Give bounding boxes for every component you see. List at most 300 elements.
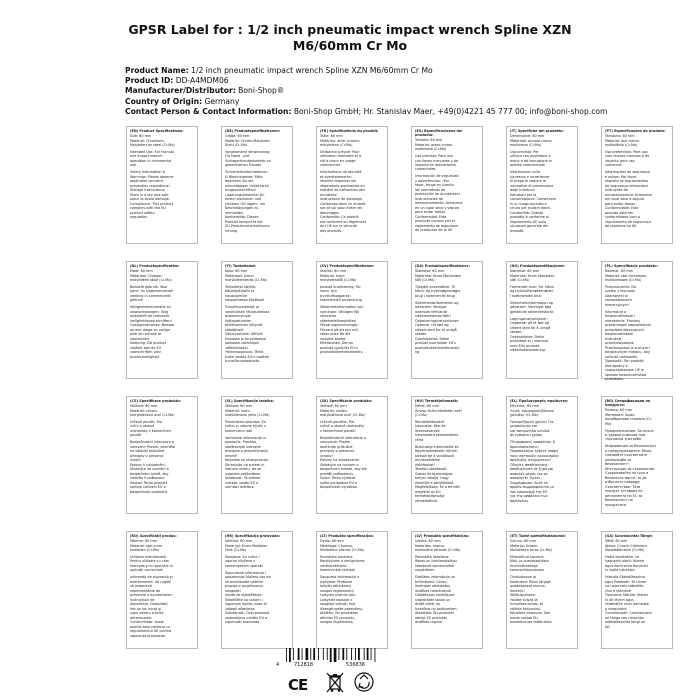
spec-cell-line: Opbevar i et tørt og [415, 323, 449, 328]
spec-cell-line: & Warnhinweise: Bitte [225, 174, 263, 179]
spec-cell-line: Dydis: 60 mm [320, 539, 344, 544]
spec-cell-line: bezpieczeństwa! [605, 332, 634, 337]
spec-cell-line: Atitiktis: Šis produktas [320, 611, 358, 616]
spec-cell-line: produktsäkerhetsdirektiv. [320, 350, 364, 355]
spec-cell-line: Veuillez respecter les [320, 179, 357, 184]
spec-cell-line: stål (Cr-Mo) [415, 278, 435, 283]
spec-cell-line: Ohutusteave ja [510, 575, 536, 580]
spec-cell-line: Οδηγίες αποθήκευσης: [510, 462, 549, 467]
barcode-digit-lead: 4 [276, 662, 280, 668]
spec-cell-line: sikkerhetsforordning. [510, 348, 546, 353]
spec-cell-line: gewerblichen Einsatz [225, 163, 262, 168]
spec-cell-line: Предназначение: За ръчни [605, 428, 654, 433]
spec-cell [411, 396, 483, 514]
spec-cell-line: Lagringsinstruksjoner: [510, 316, 548, 321]
spec-cell-line: Namjena: Za ručne i [225, 554, 260, 559]
spec-cell-line: Nõuetele vastavus: See [510, 611, 551, 616]
spec-cell-line: depozitare: Depozitați [130, 602, 168, 607]
spec-cell-line: sikkert sted for at undgå [415, 327, 457, 332]
spec-cell-line: splňuje nařízení EU o [130, 485, 166, 490]
spec-cell-line: izvairītos no bojājumiem. [415, 606, 458, 611]
spec-cell-line: Rokas un triecienatslēgu [415, 559, 457, 564]
spec-cell-line: Si prega di seguire le [510, 179, 546, 184]
info-label: Manufacturer/Distributor: [125, 86, 236, 96]
barcode-bar [355, 648, 356, 660]
spec-cell-line: op een droge en veilige [130, 327, 171, 332]
spec-cell-line: Numatyta paskirtis: [320, 554, 354, 559]
spec-cell-line: accidents! [320, 192, 338, 197]
spec-cell-line: manuale și cu percuție în [130, 563, 173, 568]
spec-cell-line: productveiligheid [130, 354, 160, 359]
spec-cell-line: deteriorarea. [130, 615, 153, 620]
spec-cell-line: hoiatused: Palun järgige [510, 579, 551, 584]
info-label: Country of Origin: [125, 96, 203, 106]
spec-cell-line: Rankiniams ir smūginiams [320, 559, 365, 564]
spec-cell-line: nezgoda! [225, 588, 241, 593]
spec-cell-line: mano e ad impulsione in [510, 158, 552, 163]
label-title [0, 22, 700, 54]
spec-cell-line: Veiligheidsinformatie en [130, 305, 171, 310]
spec-cell-line: Material: krom [320, 273, 345, 278]
spec-cell-line: Säilytysohjeet: Säilytä [225, 332, 263, 337]
spec-cell-line: ručné a rázové utahováky [320, 424, 365, 429]
spec-cell-line: Conformitate: Acest [130, 620, 164, 625]
spec-cell-line: и ударни ключове при [605, 433, 646, 437]
spec-cell-line: kommersiell användning [320, 298, 362, 303]
spec-cell-line: Materijal: Krom-Molibden [225, 543, 268, 548]
spec-cell-line: használat: Kézi és [415, 424, 446, 429]
spec-cell-line: produktsikkerhedsforordni [415, 345, 460, 350]
spec-cell-line: ehkäisemisen liittyvät [225, 323, 263, 328]
spec-cell-line: utahováky v komerčním [130, 428, 171, 433]
spec-cell-line: Konformität: Dieses [225, 215, 259, 220]
spec-cell-line: armazenamento: Armazene [605, 192, 653, 197]
spec-cell-heading: (SL) Specifikacije izdelka: [225, 399, 275, 403]
spec-cell-line: Uso previsto: Per [510, 149, 539, 154]
spec-grid [126, 126, 698, 666]
info-row [125, 86, 685, 96]
spec-cell-line: aplicații comerciale [130, 568, 163, 573]
barcode-bar [318, 648, 319, 660]
spec-cell-line: продуктите. [605, 502, 628, 507]
spec-cell-line: Rozmiar: 60 mm [605, 269, 633, 274]
spec-cell-line: med EUs produkt- [510, 343, 541, 348]
spec-cell-line: undvika skador. [320, 336, 347, 341]
spec-cell-line: čelik (Cr-Mo) [225, 548, 247, 553]
spec-cell-line: vajadzībām [415, 568, 435, 573]
spec-cell-line: Opslaginstructies: Bewaar [130, 323, 175, 328]
spec-cell-line: rozporządzeniem UE w [605, 368, 644, 373]
spec-cell [126, 531, 198, 649]
spec-cell-line: kuivassa ja turvallisessa [225, 336, 267, 341]
spec-cell-line: Paredzētā lietošana: [415, 554, 450, 559]
spec-cell-line: Oppbevar på et tørt og [510, 321, 550, 326]
spec-cell-line: comerciales [415, 167, 436, 172]
barcode-bar [306, 648, 309, 660]
spec-cell-line: udarne ključeve u [225, 559, 256, 564]
spec-cell-line: skader. [415, 332, 428, 337]
spec-cell-heading: (HU) Termékjellemzők: [415, 399, 459, 403]
spec-cell-line: Sukladnost: Ovaj proizvod [225, 611, 270, 616]
spec-cell-line: Sigurnosne informacije i [225, 570, 266, 575]
spec-cell-line: upozorenja: Molimo vas da [225, 575, 271, 580]
spec-cell-line: prodotti. [510, 228, 525, 233]
spec-cell-line: Materiál: chrom- [130, 408, 158, 413]
spec-cell-line: varnem mestu, da se [225, 467, 261, 472]
spec-cell-line: przechowywania: [605, 341, 635, 346]
spec-cell-line: sec et sûr pour éviter les [320, 206, 363, 211]
spec-cell-line: Dimensione: 60 mm [510, 134, 545, 139]
spec-cell-line: advarsler: Venligst [415, 305, 447, 310]
spec-cell-line: termékbiztonsági [415, 494, 445, 499]
info-row [125, 97, 685, 107]
spec-cell-line: bezpieczeństwie i [605, 314, 635, 319]
spec-cell-line: sicheren Ort lagern, um [225, 201, 266, 206]
recycling-icon [352, 670, 376, 694]
spec-cell-line: molibden (Cr-Mo) [130, 548, 160, 553]
spec-cell-line: Atbilstība: Šis produkts [415, 611, 454, 616]
spec-cell-line: molibdeno (Cr-Mo) [510, 143, 542, 148]
spec-cell-line: työtapaturmien [225, 318, 252, 323]
spec-cell-line: αποφύγετε ζημιές. [510, 476, 542, 481]
spec-cell-line: predpisy o prevencii [320, 449, 355, 454]
spec-cell-line: regulamento de segurança [605, 219, 651, 224]
spec-cell-line: Säkerhetsinformation och [320, 305, 364, 310]
spec-cell-line: Matériau: acier chrome [320, 138, 360, 143]
spec-cell-line: Informații de siguranță și [130, 575, 173, 580]
spec-cell-line: in úsáid tráchtála [605, 568, 635, 573]
spec-cell [601, 531, 673, 649]
spec-cell-line: produktów. [605, 377, 624, 382]
spec-cell-line: Intended Use: For manual [130, 149, 174, 154]
spec-cell-line: Tarkoitettu käyttö: [225, 284, 257, 289]
spec-cell-line: Úsáid beartaithe: Le [605, 554, 640, 559]
spec-cell-line: sicurezza e avvertenze: [510, 174, 551, 179]
spec-cell [221, 261, 293, 379]
label-title-line2: M6/60mm Cr Mo [292, 38, 408, 53]
info-row [125, 107, 685, 117]
spec-cell-line: молибденова стомана (Cr- [605, 417, 652, 422]
spec-cell-line: Zgodność: Ten produkt [605, 359, 644, 364]
spec-cell-line: einschlägigen Unfallverhü [225, 183, 270, 188]
barcode-bar [342, 648, 344, 660]
barcode-bar [330, 648, 332, 662]
spec-cell-line: an táirge seo rialachán [605, 615, 644, 620]
spec-cell-line: matière de prévention des [320, 188, 365, 193]
spec-cell-line: brīdinājumi: Lūdzu, [415, 579, 448, 584]
spec-cell-line: produkt uppfyller EU:s [320, 345, 358, 350]
spec-cell-line: overhold relevante [415, 309, 447, 314]
barcode-bar [310, 648, 311, 660]
spec-cell-line: Compliance: This product [130, 201, 174, 206]
spec-cell-line: vältida kahjustusi. [510, 606, 541, 611]
spec-cell-line: Laikymo instrukcijos: [320, 593, 356, 598]
spec-cell-heading: (DE) Produktspezifikationen: [225, 129, 281, 133]
spec-cell-line: drošā vietā, lai [415, 602, 441, 607]
spec-cell-line: et avertissements: [320, 174, 352, 179]
spec-cell-line: Instructions de stockage: [320, 197, 363, 202]
spec-cell-heading: (CS) Specifikace produktu: [130, 399, 182, 403]
spec-cell-line: säädökset! [225, 327, 244, 332]
spec-cell-line: Formentet bruk: For hånd- [510, 284, 555, 289]
spec-cell [126, 126, 198, 244]
spec-cell-line: varovania: Prosím, [320, 440, 352, 445]
spec-cell-heading: (HR) Specifikacija proizvoda: [225, 534, 281, 538]
spec-cell-line: werking in commercieel [130, 293, 171, 298]
spec-cell-line: ασφαλές μέρος για να [510, 471, 548, 476]
spec-cell-heading: (PT) Especificações do produto: [605, 129, 666, 133]
spec-cell-line: atitinka ES produktų [320, 615, 355, 620]
spec-cell-line: use. [130, 163, 138, 168]
spec-cell-line: sicuro per evitare danni. [510, 206, 552, 211]
spec-cell-line: Größe: 60 mm [225, 134, 250, 139]
spec-cell-line: χάλυβας (Cr-Mo) [510, 413, 539, 418]
spec-cell-line: προϊόν συμμορφώνεται με [510, 485, 555, 490]
spec-cell-line: išvengtumėte pažeidimų. [320, 606, 364, 611]
spec-cell-line: Izmērs: 60 mm [415, 539, 441, 544]
spec-cell-line: Mărime: 60 mm [130, 539, 157, 544]
spec-cell [221, 126, 293, 244]
spec-cell-line: operation in commercial [130, 158, 172, 163]
spec-cell-line: Stahl (Cr-Mo) [225, 143, 248, 148]
spec-cell-line: przestrzegać odpowiednich [605, 323, 652, 328]
spec-cell-line: Materiál: chróm- [320, 408, 348, 413]
spec-cell [411, 261, 483, 379]
spec-cell-heading: (EL) Προδιαγραφές προϊόντος: [510, 399, 569, 403]
spec-cell-line: prodotto è conforme al [510, 215, 549, 220]
spec-cell-line: se pridržavate važećih [225, 579, 264, 584]
spec-cell-line: Overholdelse: Dette [415, 336, 449, 341]
spec-cell-line: izbjegli oštećenja. [225, 606, 256, 611]
spec-cell-line: in áit thirim agus [605, 597, 634, 602]
spec-cell-line: Comhlíonadh: Comhlíonann [605, 611, 652, 616]
spec-cell-line: Molaibdéineam (Cr-Mo) [605, 548, 645, 553]
spec-cell-line: įspėjimai: Prašome [320, 579, 353, 584]
spec-cell-heading: (NL) Productspecificaties: [130, 264, 180, 268]
spec-cell-line: saugioje vietoje, kad [320, 602, 356, 607]
spec-cell-line: utilizzo con avvitatore a [510, 154, 551, 159]
spec-cell-line: Material: krom- [225, 408, 251, 413]
spec-cell-line: molybdénová oceľ (Cr-Mo) [320, 413, 365, 418]
spec-cell-line: molybdenová ocel (Cr-Mo) [130, 413, 175, 418]
spec-cell-line: Produkt entspricht der [225, 219, 263, 224]
spec-cell-line: produs este conform cu [130, 624, 171, 629]
spec-cell-line: sigur pentru a evita [130, 611, 164, 616]
spec-cell-line: használatra kereskedelmi [415, 433, 459, 438]
spec-cell-heading: (SK) Špecifikácie produktu: [320, 399, 373, 403]
spec-cell-line: Warnings: Please observe [130, 174, 174, 179]
spec-cell-line: регламента на ЕС за [605, 493, 643, 498]
spec-cell-heading: (LV) Produkta specifikācijas: [415, 534, 470, 538]
spec-cell-line: Yhteensopivuus: Tämä [225, 350, 264, 355]
spec-cell-line: clé à chocs en usage [320, 158, 356, 163]
spec-cell-line: Størrelse: 60 mm [415, 269, 445, 274]
spec-cell-line: Sikkerhedsinformation og [415, 300, 459, 305]
spec-cell-line: voldoet aan de EU [130, 345, 162, 350]
spec-cell-line: molibdēna tērauds (Cr-Mo) [415, 548, 461, 553]
spec-cell-line: Utilizare intenționată: [130, 554, 167, 559]
spec-cell-line: Materiaali: kromi [225, 273, 254, 278]
spec-cell-line: kaupallisessa käytössä [225, 298, 264, 303]
spec-cell-line: a sheachaint. [605, 606, 628, 611]
spec-cell-line: regulamentul UE privind [130, 629, 172, 634]
spec-cell-line: almacenamiento: Almacene [415, 201, 463, 206]
barcode-bar [358, 648, 360, 660]
spec-cell-heading: (ES) Especificaciones del producto: [415, 129, 463, 138]
spec-cell-line: haghaidh oibriú láimhe [605, 559, 645, 564]
spec-cell-line: figyelmeztetések: Kérjük, [415, 449, 459, 454]
spec-cell-line: Materiale: acciaio cromo [510, 138, 552, 143]
spec-cell-line: toode vastab ELi [510, 615, 539, 620]
spec-cell-line: komercialni rabi [225, 428, 253, 433]
spec-cell-line: gebruik [130, 298, 143, 303]
spec-cell-line: спазвайте съответните [605, 453, 648, 458]
spec-cell-heading: (FR) Spécifications du produit: [320, 129, 379, 133]
spec-cell [411, 531, 483, 649]
spec-cell-line: turvalises kohas, et [510, 602, 544, 607]
spec-cell-line: impacto para uso [605, 158, 635, 163]
spec-cell-line: product safety [130, 210, 155, 215]
spec-cell-line: advarsler: Vennligst følg [510, 305, 552, 310]
spec-cell-heading: (RO) Specificații produs: [130, 534, 177, 538]
spec-cell-line: ruční a rázové [130, 424, 155, 429]
spec-cell-line: bezpečnosti produktů. [130, 489, 168, 494]
spec-cell-line: des produits. [320, 228, 343, 233]
spec-cell-line: e avisos: Por favor, [605, 174, 638, 179]
spec-cell-line: comercial. [605, 163, 623, 168]
spec-cell-line: stål (Cr-Mo) [510, 278, 530, 283]
spec-cell-line: rendeletének. [415, 498, 439, 503]
spec-cell-line: opozorila: Prosimo, [225, 440, 258, 445]
spec-cell-line: de produtos da UE. [605, 224, 638, 229]
spec-cell [221, 396, 293, 514]
spec-cell-line: helyen tárolja, hogy [415, 476, 449, 481]
info-row [125, 66, 685, 76]
spec-cell-line: komercyjnych [605, 302, 629, 307]
spec-cell-line: waarschuwingen: Volg [130, 309, 168, 314]
spec-cell-line: Avsedd användning: För [320, 284, 361, 289]
info-value: 1/2 inch pneumatic impact wrench Spline XZN M6/60mm Cr Mo [191, 66, 433, 75]
spec-cell-line: komercinėje veikloje [320, 568, 355, 573]
spec-cell-line: molybdenstål (Cr-Mo) [320, 278, 357, 283]
spec-cell-line: complies with the EU [130, 206, 166, 211]
spec-cell-line: Skladujte na suchom a [320, 462, 359, 467]
spec-cell-line: Προοριζόμενη χρήση: Για [510, 419, 554, 424]
spec-cell [126, 396, 198, 514]
spec-cell-line: laikytis atitinkamų [320, 584, 352, 589]
label-footer [276, 648, 436, 700]
spec-cell-line: atbilst ES produktu [415, 615, 448, 620]
spec-cell-line: sigurnom mjestu kako bi [225, 602, 267, 607]
spec-cell-line: Conformidade: Este [605, 206, 639, 211]
spec-cell-line: varoitukset: Muistuttelkaa [225, 309, 270, 314]
spec-cell-line: turvallisuusasetusta. [225, 359, 261, 364]
spec-cell-line: voorschriften voor [130, 350, 161, 355]
spec-cell-line: Conservez dans un endroit [320, 201, 366, 206]
spec-cell-line: Storage Instructions: [130, 188, 166, 193]
spec-cell-line: drošības regulai. [415, 620, 444, 625]
spec-cell-heading: (GA) Sonraíochtaí Táirge: [605, 534, 654, 538]
barcode-bar [339, 648, 340, 660]
spec-cell-line: nesreč! [225, 453, 238, 458]
spec-cell-line: hånd- og trykknøglesnøgle [415, 289, 461, 294]
spec-cell [126, 261, 198, 379]
spec-cell-line: použití [130, 433, 142, 438]
spec-cell-line: Biztonsági információk és [415, 444, 459, 449]
spec-cell-line: Saugumo informacija ir [320, 575, 360, 580]
spec-cell-line: Sikkerhetsinformasjon og [510, 300, 553, 305]
spec-cell-line: Lagerungshinweise: An [225, 192, 265, 197]
spec-cell-line: siguranța produselor. [130, 633, 166, 638]
spec-cell-heading: (ET) Toote spetsifikatsioonid: [510, 534, 566, 538]
spec-cell-line: ütvecsavarozó [415, 428, 440, 433]
spec-cell-line: célra [415, 437, 424, 442]
spec-cell-line: Käsikäyttöisille ja [225, 289, 255, 294]
spec-cell-line: con llaves manuales y de [415, 158, 459, 163]
spec-cell-line: varningar: Vänligen följ [320, 309, 360, 314]
spec-cell [411, 126, 483, 244]
spec-cell-line: tooteohutuse määrusele. [510, 620, 553, 625]
spec-cell-line: las normativas de [415, 187, 446, 192]
spec-cell-line: Koko: 60 mm [225, 269, 248, 274]
spec-cell-line: jest zgodny z [605, 363, 628, 368]
spec-cell-line: Upute za skladištenje: [225, 593, 263, 598]
spec-cell-line: Store in a dry and safe [130, 192, 169, 197]
spec-cell-line: udarowymi w [605, 293, 628, 298]
spec-cell-line: v komerčnom použití [320, 428, 356, 433]
spec-cell-line: Velikost: 60 mm [130, 404, 158, 409]
spec-cell-line: Medžiaga: Chromo- [320, 543, 353, 548]
spec-cell-line: Material: Chromium- [130, 138, 165, 143]
spec-cell-line: Säilitusjuhised: [510, 593, 536, 598]
spec-cell-line: agus eochracha tionchair [605, 563, 648, 568]
spec-cell-line: en un lugar seco y seguro [415, 205, 459, 210]
spec-cell-line: säkerhetsföreskrifter! [320, 318, 357, 323]
spec-cell-line: Skladnost: Ta izdelek [225, 476, 261, 481]
spec-cell-line: produto está em [605, 210, 634, 215]
spec-cell-line: para evitar daños. [415, 210, 446, 215]
spec-cell-line: munkavédelmi [415, 458, 441, 463]
spec-cell-line: Molibdeno plienas (Cr-Mo) [320, 548, 365, 553]
spec-cell-line: skader. [510, 330, 523, 335]
barcode-bar [293, 648, 294, 660]
spec-cell-line: Instrukcje [605, 336, 622, 341]
spec-cell-line: varování: Prosím, vezměte [130, 444, 176, 449]
spec-cell-line: Conformità: Questo [510, 210, 544, 215]
spec-cell-line: безопасност! [605, 462, 629, 467]
spec-cell-line: Przeznaczenie: Do [605, 284, 637, 289]
spec-cell-line: πρόληψης ατυχημάτων! [510, 458, 551, 463]
spec-cell-line: ročne in udarne ključe v [225, 424, 266, 429]
spec-cell-line: asiaankuuluvat [225, 314, 251, 319]
spec-cell-line: użytku z kluczami [605, 289, 636, 294]
info-value: DD-A4MDM06 [175, 76, 229, 86]
spec-cell-line: saugos reglamentą. [320, 620, 354, 625]
spec-cell-line: tartsák be a vonatkozó [415, 453, 454, 458]
spec-cell-line: de productos de la UE. [415, 228, 454, 233]
spec-cell-line: předpisy o prevenci [130, 453, 164, 458]
spec-cell-line: előírásokat! [415, 462, 436, 467]
spec-cell-line: Safety Information & [130, 170, 166, 175]
spec-cell-line: and impact wrench [130, 154, 163, 159]
spec-cell-line: shábháilte chun damáiste [605, 602, 649, 607]
spec-cell-line: Παρακαλούμε λάβετε υπόψη [510, 449, 559, 454]
spec-cell [601, 126, 673, 244]
spec-cell-line: Megfelelőség: Ez a termék [415, 485, 460, 490]
spec-cell-line: Naleving: Dit product [130, 341, 167, 346]
info-row [125, 76, 685, 86]
spec-cell-line: conformidade com o [605, 215, 640, 220]
